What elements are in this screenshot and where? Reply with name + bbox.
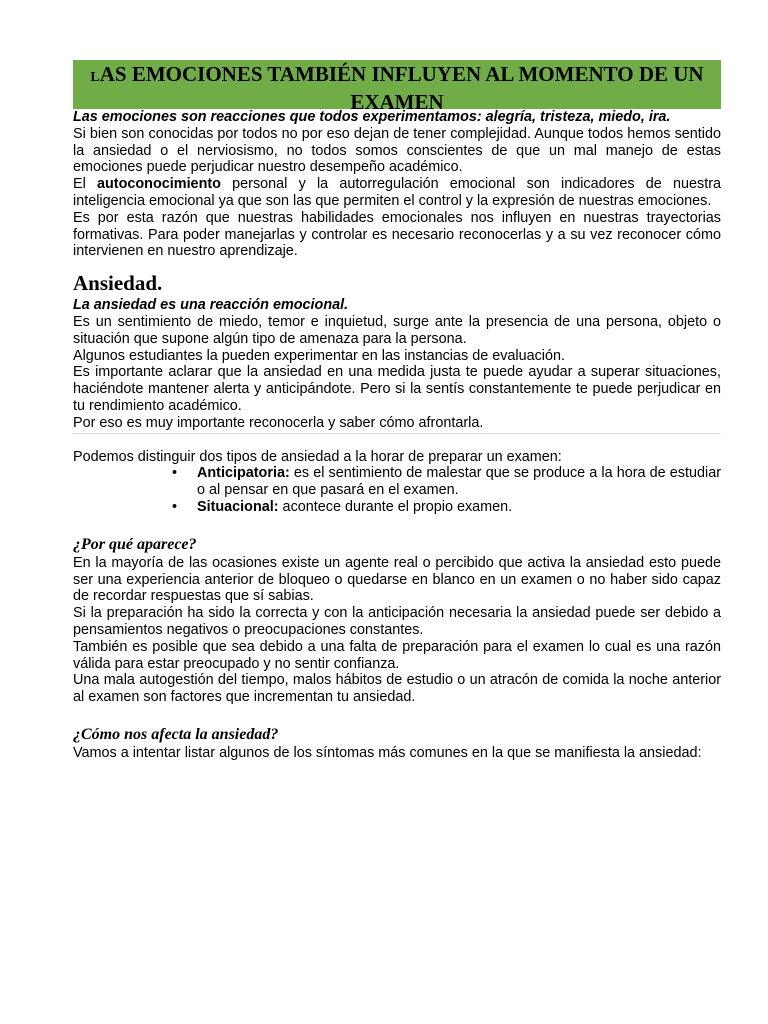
intro-lead: Las emociones son reacciones que todos experimentamos: alegría, tristeza, miedo, ira. [73, 109, 671, 125]
anxiety-paragraph-4: Por eso es muy importante reconocerla y saber cómo afrontarla. [73, 414, 484, 431]
intro-paragraph-3: Es por esta razón que nuestras habilidades emocionales nos influyen en nuestras trayectorias formativas. Para poder manejarlas y controlar es necesario reconocerlas y a su vez reconocer cómo intervienen en nuestro aprendizaje. [73, 209, 721, 260]
anxiety-paragraph-2: Algunos estudiantes la pueden experimentar en las instancias de evaluación. [73, 347, 566, 364]
intro-p2-end: personal y la autorregulación emocional son indicadores de nuestra inteligencia emocional ya que son las que permiten el control y la expresión de nuestras emociones. [73, 176, 722, 209]
anxiety-types-list [73, 465, 721, 515]
why-paragraph-1: En la mayoría de las ocasiones existe un agente real o percibido que activa la ansiedad esto puede ser una experiencia anterior de bloqueo o quedarse en blanco en un examen o no haber sido capaz de recordar respuestas que sí sabias. [73, 554, 721, 605]
list-item-situacional [73, 499, 721, 516]
intro-p2-start: El [73, 176, 98, 193]
intro-paragraph-2 [73, 176, 721, 210]
list-item-term: Anticipatoria: [197, 465, 290, 482]
list-item-term: Situacional: [197, 498, 279, 515]
document-title [73, 60, 721, 114]
list-item-text: es el sentimiento de malestar que se produce a la hora de estudiar o al pensar en que pasará en el examen. [197, 465, 721, 499]
list-item-anticipatoria [73, 465, 721, 499]
types-intro: Podemos distinguir dos tipos de ansiedad a la horar de preparar un examen: [73, 448, 562, 465]
anxiety-paragraph-1: Es un sentimiento de miedo, temor e inquietud, surge ante la presencia de una persona, objeto o situación que supone algún tipo de amenaza para la persona. [73, 313, 721, 347]
intro-p2-bold: autoconocimiento [97, 176, 221, 193]
list-item-text: acontece durante el propio examen. [278, 498, 513, 515]
why-heading: ¿Por qué aparece? [73, 535, 197, 553]
affects-paragraph-1: Vamos a intentar listar algunos de los síntomas más comunes en la que se manifiesta la ansiedad: [73, 744, 702, 761]
why-paragraph-2: Si la preparación ha sido la correcta y con la anticipación necesaria la ansiedad puede ser debido a pensamientos negativos o preocupaciones constantes. [73, 605, 721, 638]
title-text: AS EMOCIONES TAMBIÉN INFLUYEN AL MOMENTO DE UN EXAMEN [99, 62, 704, 114]
why-paragraph-3: También es posible que sea debido a una falta de preparación para el examen lo cual es una razón válida para estar preocupado y no sentir confianza. [73, 638, 721, 672]
intro-paragraph-1: Si bien son conocidas por todos no por eso dejan de tener complejidad. Aunque todos hemos sentido la ansiedad o el nerviosismo, no todos somos conscientes de que un mal manejo de estas emociones puede perjudicar nuestro desempeño académico. [73, 125, 721, 176]
bullet-icon: • [172, 465, 178, 482]
affects-heading: ¿Cómo nos afecta la ansiedad? [73, 725, 279, 743]
why-paragraph-4: Una mala autogestión del tiempo, malos hábitos de estudio o un atracón de comida la noche anterior al examen son factores que incrementan tu ansiedad. [73, 672, 721, 706]
section-divider [73, 433, 721, 434]
anxiety-lead: La ansiedad es una reacción emocional. [73, 297, 349, 314]
anxiety-heading: Ansiedad. [73, 271, 163, 296]
bullet-icon: • [172, 498, 178, 515]
anxiety-paragraph-3: Es importante aclarar que la ansiedad en una medida justa te puede ayudar a superar situaciones, haciéndote mantener alerta y anticipándote. Pero si la sentís constantemente te puede perjudicar en tu rendimiento académico. [73, 364, 721, 414]
document-content [73, 60, 721, 762]
title-first-letter: L [90, 70, 100, 85]
